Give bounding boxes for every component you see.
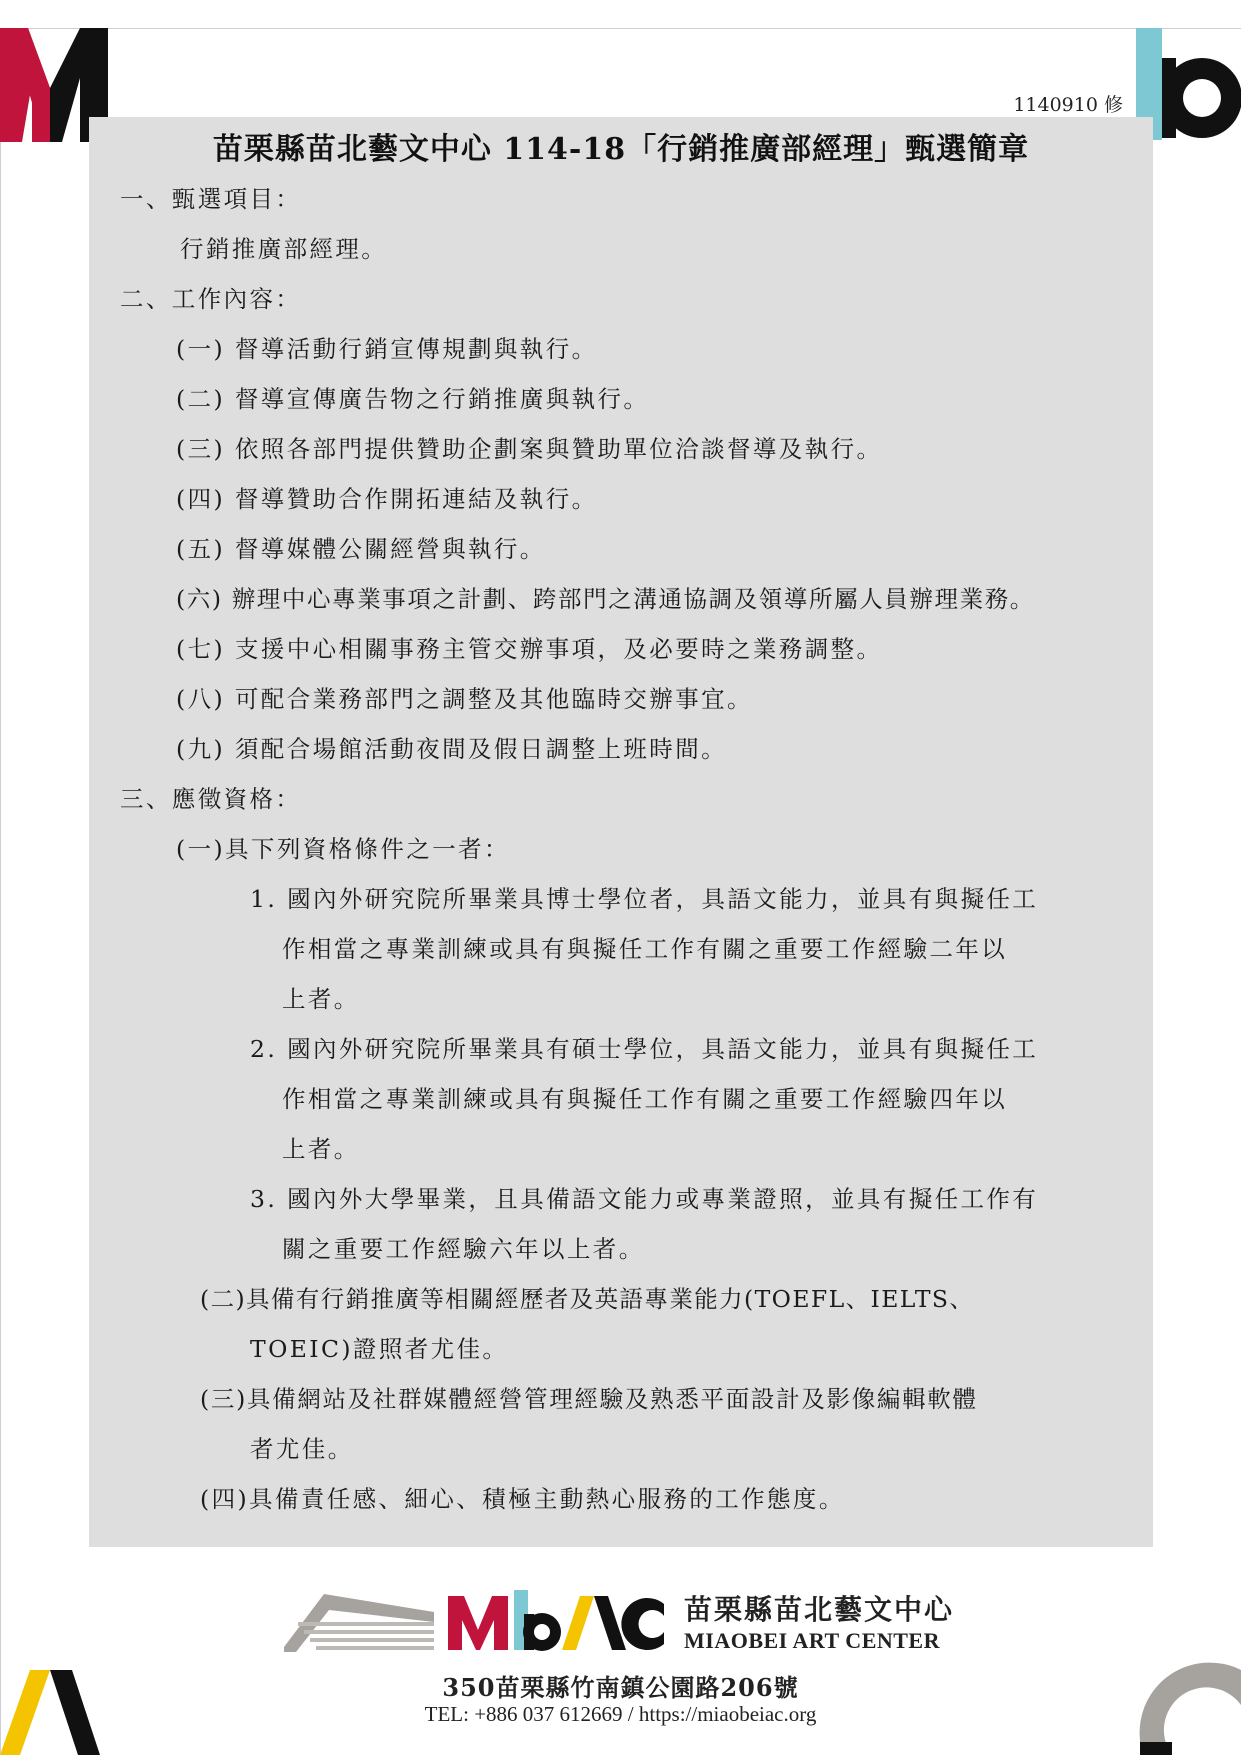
qualification-sub3-line-2: 者尤佳。: [250, 1435, 354, 1463]
qualification-item-2-line-3: 上者。: [282, 1135, 360, 1163]
page-top-rule: [0, 28, 1241, 29]
section1-text: 行銷推廣部經理。: [180, 235, 388, 263]
section1-heading: 一、甄選項目：: [120, 185, 302, 213]
qualification-item-1-line-3: 上者。: [282, 985, 360, 1013]
qualification-item-1-line-1: 1. 國內外研究院所畢業具博士學位者，具語文能力，並具有與擬任工: [250, 885, 1039, 913]
duty-item-4: (四) 督導贊助合作開拓連結及執行。: [176, 485, 598, 513]
qualification-sub2-line-2: TOEIC)證照者尤佳。: [250, 1335, 509, 1363]
section3-heading: 三、應徵資格：: [120, 785, 302, 813]
footer-organization-name-en: MIAOBEI ART CENTER: [684, 1628, 940, 1653]
qualification-sub3-line-1: (三)具備網站及社群媒體經營管理經驗及熟悉平面設計及影像編輯軟體: [200, 1385, 978, 1413]
duty-item-1: (一) 督導活動行銷宣傳規劃與執行。: [176, 335, 598, 363]
mbac-logo: [448, 1590, 664, 1654]
qualification-sub2-line-1: (二)具備有行銷推廣等相關經歷者及英語專業能力(TOEFL、IELTS、: [200, 1285, 975, 1313]
qualification-sub1: (一)具下列資格條件之一者：: [176, 835, 510, 863]
duty-item-7: (七) 支援中心相關事務主管交辦事項，及必要時之業務調整。: [176, 635, 883, 663]
duty-item-2: (二) 督導宣傳廣告物之行銷推廣與執行。: [176, 385, 650, 413]
qualification-item-1-line-2: 作相當之專業訓練或具有與擬任工作有關之重要工作經驗二年以: [282, 935, 1008, 963]
section2-heading: 二、工作內容：: [120, 285, 302, 313]
footer-contact: TEL: +886 037 612669 / https://miaobeiac.org: [424, 1702, 817, 1726]
footer-address: 350苗栗縣竹南鎮公園路206號: [442, 1673, 799, 1702]
qualification-item-2-line-2: 作相當之專業訓練或具有與擬任工作有關之重要工作經驗四年以: [282, 1085, 1008, 1113]
revision-code: 1140910 修: [1013, 94, 1123, 116]
qualification-item-3-line-1: 3. 國內外大學畢業，且具備語文能力或專業證照，並具有擬任工作有: [250, 1185, 1039, 1213]
duty-item-3: (三) 依照各部門提供贊助企劃案與贊助單位洽談督導及執行。: [176, 435, 883, 463]
duty-item-6: (六) 辦理中心專業事項之計劃、跨部門之溝通協調及領導所屬人員辦理業務。: [176, 585, 1035, 613]
footer-organization-name-zh: 苗栗縣苗北藝文中心: [684, 1593, 955, 1626]
qualification-item-3-line-2: 關之重要工作經驗六年以上者。: [282, 1235, 645, 1263]
qualification-sub4: (四)具備責任感、細心、積極主動熱心服務的工作態度。: [200, 1485, 845, 1513]
duty-item-9: (九) 須配合場館活動夜間及假日調整上班時間。: [176, 735, 728, 763]
building-illustration-icon: [284, 1592, 434, 1652]
duty-item-5: (五) 督導媒體公關經營與執行。: [176, 535, 546, 563]
document-title: 苗栗縣苗北藝文中心 114-18「行銷推廣部經理」甄選簡章: [212, 132, 1030, 167]
qualification-item-2-line-1: 2. 國內外研究院所畢業具有碩士學位，具語文能力，並具有與擬任工: [250, 1035, 1039, 1063]
duty-item-8: (八) 可配合業務部門之調整及其他臨時交辦事宜。: [176, 685, 753, 713]
page-left-rule: [0, 28, 1, 1755]
